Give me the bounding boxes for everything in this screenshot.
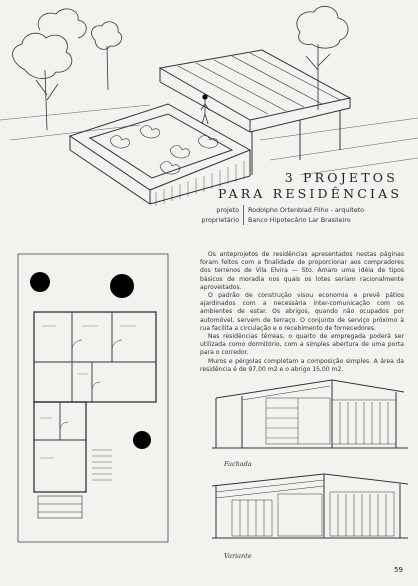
credit-row bbox=[198, 215, 403, 225]
credit-label: proprietário bbox=[198, 215, 244, 225]
article-title-line-2: PARA RESIDÊNCIAS bbox=[218, 186, 403, 201]
article-body bbox=[200, 251, 404, 374]
body-paragraph: O padrão de construção visou economia e prevê pátios ajardinados com a necessária inter-comunicação com os ambientes de estar. Os abrigos, quando não ocupados por automóvel, servem de terraço. O conjunto de serviço próximo à rua facilita a circulação e o recebimento de fornecedores. bbox=[200, 292, 404, 332]
floor-plan bbox=[12, 250, 182, 550]
body-paragraph: Os anteprojetos de residências apresentados nestas páginas foram feitos com a finalidade de proporcionar aos compradores dos terrenos de Vila Elvira — Sto. Amaro uma idéia de tipos básicos de moradia nos quais os lotes seriam racionalmente aproveitados. bbox=[200, 251, 404, 291]
credit-label: projeto bbox=[198, 205, 244, 215]
credit-row bbox=[198, 205, 403, 215]
page-number: 59 bbox=[394, 566, 403, 574]
elevation-drawing bbox=[212, 378, 408, 458]
variant-caption: Variante bbox=[224, 552, 252, 560]
credit-value: Banco Hipotecário Lar Brasileiro bbox=[248, 216, 351, 224]
body-paragraph: Nas residências térreas, o quarto de empregada poderá ser utilizada como dormitório, com a simples abertura de uma porta para o corredor. bbox=[200, 333, 404, 357]
variant-drawing bbox=[212, 470, 408, 550]
elevation-caption: Fachada bbox=[224, 460, 252, 468]
project-credits bbox=[198, 205, 403, 225]
body-paragraph: Muros e pérgolas completam a composição simples. A área da residência é de 97,00 m2 e o abrigo 15,00 m2. bbox=[200, 357, 404, 373]
credit-value: Rodolpho Ortenblad Filho - arquiteto bbox=[248, 206, 365, 214]
article-title-line-1: 3 PROJETOS bbox=[284, 170, 398, 185]
house-perspective-sketch bbox=[0, 0, 418, 240]
